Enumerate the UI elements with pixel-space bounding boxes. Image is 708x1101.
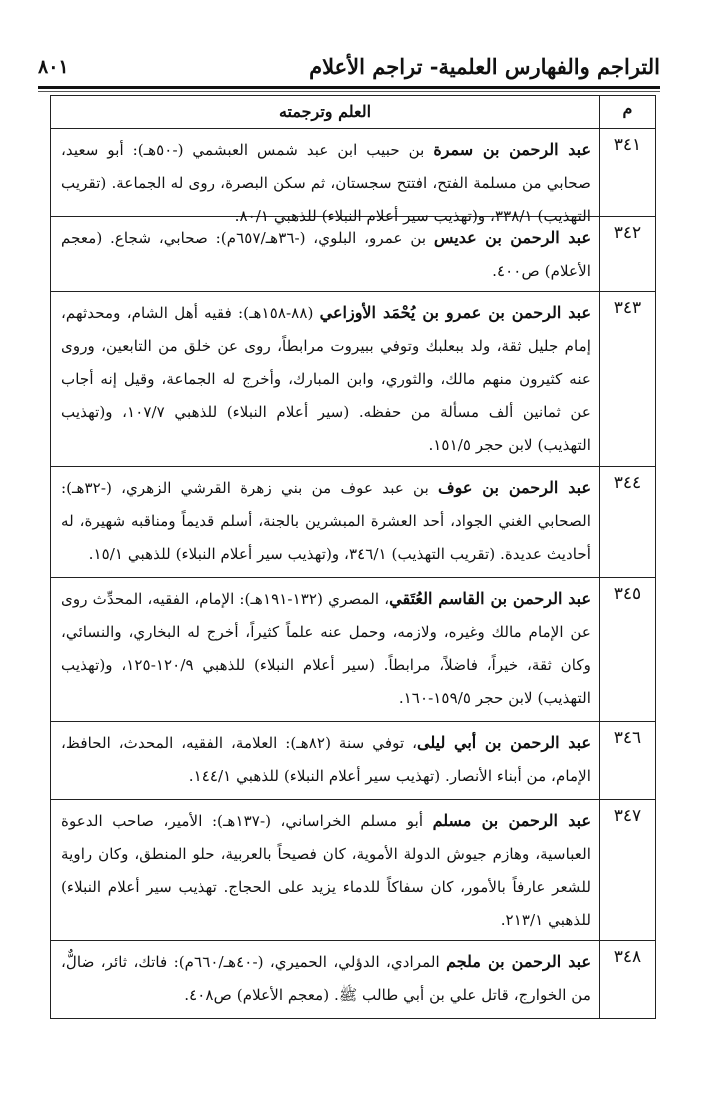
- entry-body: ، المصري (١٣٢-١٩١هـ): الإمام، الفقيه، المحدِّث روى عن الإمام مالك وغيره، ولازمه، وحمل عنه علماً كثيراً، أخرج له البخاري، والنسائي، وكان ثقة، خيراً، فاضلاً، مرابطاً. (سير أعلام النبلاء) للذهبي ١٢٠/٩-١٢٥، و(تهذيب التهذيب) لابن حجر ١٥٩/٥-١٦٠.: [61, 590, 591, 707]
- entry-text: [51, 578, 599, 721]
- entry-name: عبد الرحمن بن أبي ليلى: [417, 733, 591, 752]
- table-row: [51, 799, 655, 940]
- entry-number: ٣٤٣: [599, 292, 655, 466]
- entry-name: عبد الرحمن بن عديس: [433, 228, 591, 247]
- entry-text: [51, 467, 599, 577]
- entry-name: عبد الرحمن بن القاسم العُتَقي: [389, 589, 592, 608]
- number-column-header: م: [599, 96, 655, 128]
- entry-number: ٣٤١: [599, 129, 655, 216]
- entry-text: [51, 129, 599, 225]
- table-row: [51, 940, 655, 1018]
- table-row: [51, 291, 655, 466]
- entry-body: ، توفي سنة (٨٢هـ): العلامة، الفقيه، المحدث، الحافظ، الإمام، من أبناء الأنصار. (تهذيب سير أعلام النبلاء) للذهبي ١٤٤/١.: [61, 734, 591, 785]
- entry-text: [51, 292, 599, 466]
- entry-text: [51, 722, 599, 799]
- running-title: التراجم والفهارس العلمية- تراجم الأعلام: [309, 54, 660, 79]
- table-header-row: [51, 96, 655, 128]
- entry-number: ٣٤٦: [599, 722, 655, 799]
- biography-table: [50, 95, 656, 1019]
- entry-body: بن عبد عوف من بني زهرة القرشي الزهري، (-٣٢هـ): الصحابي الغني الجواد، أحد العشرة المبشرين بالجنة، أسلم قديماً ومناقبه شهيرة، له أحاديث عديدة. (تقريب التهذيب) ٣٤٦/١، و(تهذيب سير أعلام النبلاء) للذهبي ١٥/١.: [61, 479, 591, 563]
- table-row: [51, 721, 655, 799]
- table-row: [51, 466, 655, 577]
- page-number: ٨٠١: [38, 56, 69, 78]
- entry-name: عبد الرحمن بن مسلم: [432, 811, 592, 830]
- entry-body: أبو مسلم الخراساني، (-١٣٧هـ): الأمير، صاحب الدعوة العباسية، وهازم جيوش الدولة الأموية، كان فصيحاً بالعربية، حلو المنطق، وكان راوية للشعر عارفاً بالأمور، كان سفاكاً للدماء يزيد على الحجاج. تهذيب سير أعلام النبلاء) للذهبي ٢١٣/١.: [61, 812, 591, 929]
- entry-text: [51, 217, 599, 291]
- entry-name: عبد الرحمن بن عمرو بن يُحْمَد الأوزاعي: [319, 303, 591, 322]
- table-row: [51, 128, 655, 225]
- entry-text: [51, 800, 599, 940]
- table-row: [51, 577, 655, 721]
- entry-body: بن حبيب ابن عبد شمس العبشمي (-٥٠هـ): أبو سعيد، صحابي من مسلمة الفتح، افتتح سجستان، ثم سكن البصرة، روى له الجماعة. (تقريب التهذيب) ٣٣٨/١، و(تهذيب سير أعلام النبلاء) للذهبي ٨٠/١.: [61, 141, 591, 225]
- entry-number: ٣٤٥: [599, 578, 655, 721]
- entry-name: عبد الرحمن بن ملجم: [446, 952, 591, 971]
- entry-column-header: العلم وترجمته: [278, 102, 372, 121]
- table-row: [51, 216, 655, 291]
- entry-body: المرادي، الدؤلي، الحميري، (-٤٠هـ/٦٦٠م): فاتك، ثائر، ضالٌّ، من الخوارج، قاتل علي بن أبي طالب ﷺ. (معجم الأعلام) ص٤٠٨.: [61, 953, 591, 1004]
- entry-number: ٣٤٨: [599, 941, 655, 1018]
- entry-number: ٣٤٧: [599, 800, 655, 940]
- entry-body: بن عمرو، البلوي، (-٣٦هـ/٦٥٧م): صحابي، شجاع. (معجم الأعلام) ص٤٠٠.: [61, 229, 591, 280]
- page-header: [38, 50, 660, 86]
- entry-text: [51, 941, 599, 1018]
- entry-name: عبد الرحمن بن عوف: [438, 478, 591, 497]
- entry-number: ٣٤٢: [599, 217, 655, 291]
- entry-number: ٣٤٤: [599, 467, 655, 577]
- header-rule: [38, 86, 660, 92]
- entry-name: عبد الرحمن بن سمرة: [433, 140, 591, 159]
- entry-body: (٨٨-١٥٨هـ): فقيه أهل الشام، ومحدثهم، إمام جليل ثقة، ولد ببعلبك وتوفي ببيروت مرابطاً، روى عن خلق من التابعين، وروى عنه كثيرون منهم مالك، والثوري، وابن المبارك، وأخرج له الجماعة، وقيل إنه أجاب عن ثمانين ألف مسألة من حفظه. (سير أعلام النبلاء) للذهبي ١٠٧/٧، و(تهذيب التهذيب) لابن حجر ١٥١/٥.: [61, 304, 591, 454]
